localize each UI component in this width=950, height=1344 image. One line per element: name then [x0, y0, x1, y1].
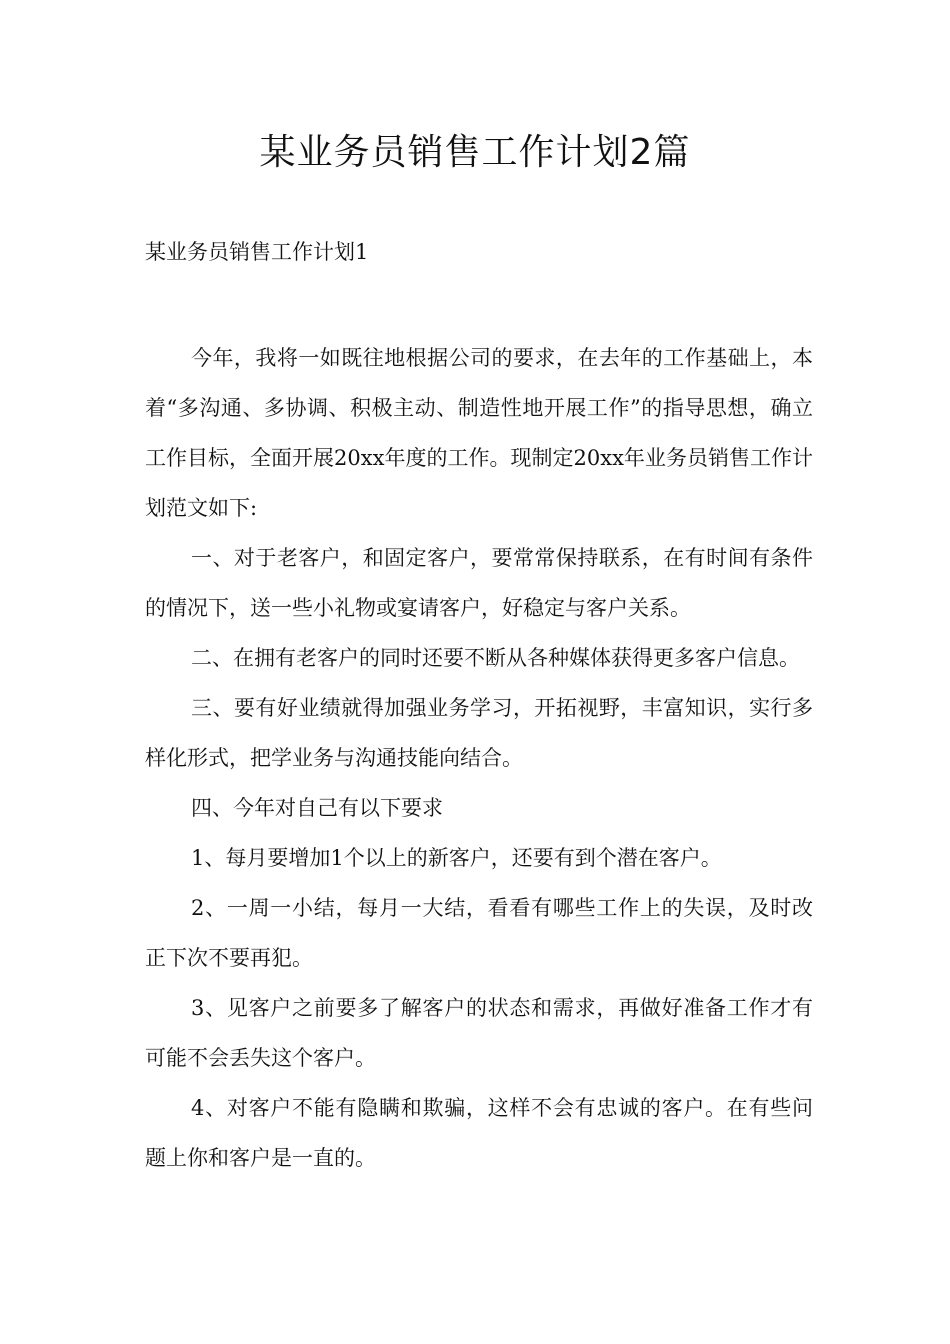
document-body — [145, 333, 813, 1183]
requirement-1: 1、每月要增加1个以上的新客户，还要有到个潜在客户。 — [191, 846, 722, 870]
requirement-4: 4、对客户不能有隐瞒和欺骗，这样不会有忠诚的客户。在有些问题上你和客户是一直的。 — [145, 1096, 813, 1170]
paragraph-item-2: 二、在拥有老客户的同时还要不断从各种媒体获得更多客户信息。 — [191, 646, 800, 670]
document-title: 某业务员销售工作计划2篇 — [259, 132, 691, 173]
paragraph-item-1: 一、对于老客户，和固定客户，要常常保持联系，在有时间有条件的情况下，送一些小礼物或宴请客户，好稳定与客户关系。 — [145, 546, 813, 620]
paragraph-intro: 今年，我将一如既往地根据公司的要求，在去年的工作基础上，本着“多沟通、多协调、积极主动、制造性地开展工作”的指导思想，确立工作目标，全面开展20xx年度的工作。现制定20xx年业务员销售工作计划范文如下: — [145, 346, 813, 520]
requirement-2: 2、一周一小结，每月一大结，看看有哪些工作上的失误，及时改正下次不要再犯。 — [145, 896, 813, 970]
requirement-3: 3、见客户之前要多了解客户的状态和需求，再做好准备工作才有可能不会丢失这个客户。 — [145, 996, 813, 1070]
section-subtitle: 某业务员销售工作计划1 — [145, 240, 369, 264]
paragraph-item-3: 三、要有好业绩就得加强业务学习，开拓视野，丰富知识，实行多样化形式，把学业务与沟通技能向结合。 — [145, 696, 813, 770]
paragraph-item-4: 四、今年对自己有以下要求 — [191, 796, 443, 820]
